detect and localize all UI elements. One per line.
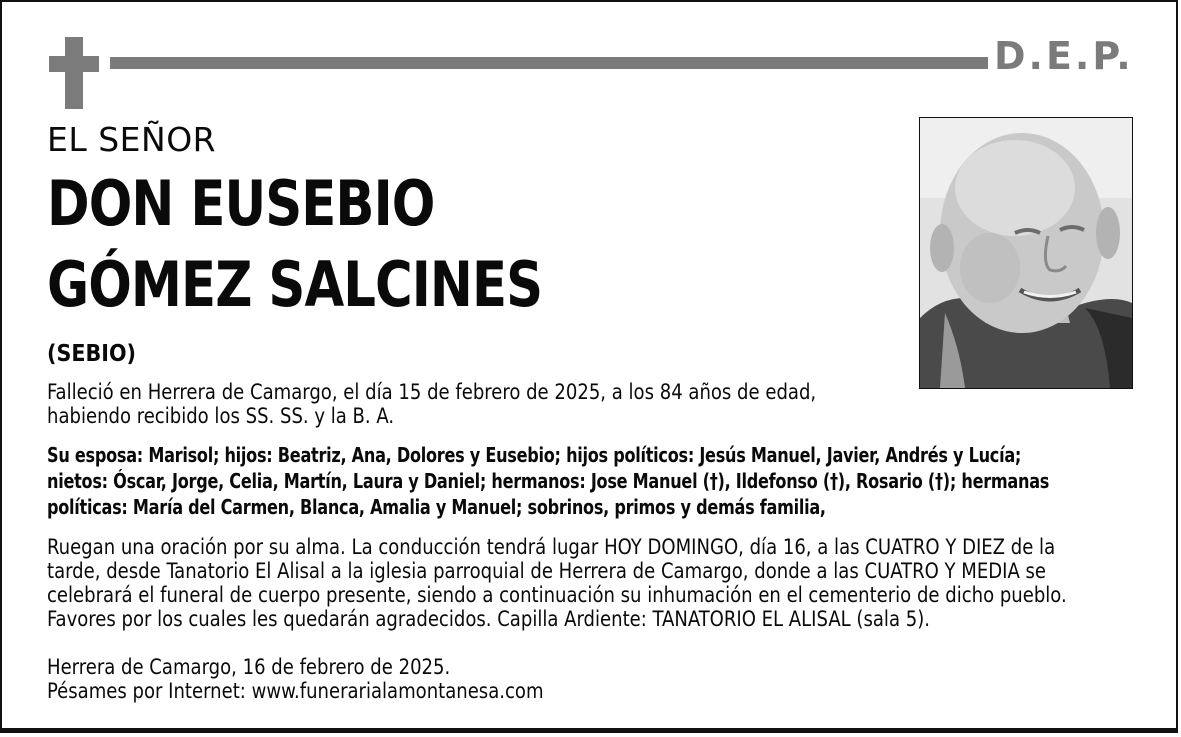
honorific-prefix: EL SEÑOR — [47, 120, 217, 159]
dep-badge: D.E.P. — [994, 34, 1134, 78]
service-line: tarde, desde Tanatorio El Alisal a la iglesia parroquial de Herrera de Camargo, donde a las CUATRO Y MEDIA se — [47, 559, 1047, 583]
death-notice-line: habiendo recibido los SS. SS. y la B. A. — [47, 404, 395, 428]
family-paragraph — [47, 442, 1049, 520]
cross-horizontal-bar — [49, 56, 99, 72]
header-rule — [110, 57, 988, 69]
service-paragraph — [47, 535, 1067, 631]
family-line: Su esposa: Marisol; hijos: Beatriz, Ana, Dolores y Eusebio; hijos políticos: Jesús Manuel, Javier, Andrés y Lucía; — [47, 443, 1022, 467]
portrait-photo — [919, 117, 1133, 389]
footer-block — [47, 655, 544, 703]
condolences-website: Pésames por Internet: www.funerarialamontanesa.com — [47, 679, 544, 703]
deceased-name-line-2: GÓMEZ SALCINES — [47, 248, 543, 321]
portrait-illustration — [920, 118, 1132, 388]
death-notice-line: Falleció en Herrera de Camargo, el día 15 de febrero de 2025, a los 84 años de edad, — [47, 380, 817, 404]
service-line: celebrará el funeral de cuerpo presente, siendo a continuación su inhumación en el cementerio de dicho pueblo. — [47, 583, 1067, 607]
death-notice-paragraph — [47, 380, 816, 428]
family-line: políticas: María del Carmen, Blanca, Amalia y Manuel; sobrinos, primos y demás familia, — [47, 495, 826, 519]
deceased-nickname: (SEBIO) — [47, 341, 137, 367]
deceased-name-line-1: DON EUSEBIO — [47, 167, 435, 240]
service-line: Ruegan una oración por su alma. La conducción tendrá lugar HOY DOMINGO, día 16, a las CUATRO Y DIEZ de la — [47, 535, 1056, 559]
service-line: Favores por los cuales les quedarán agradecidos. Capilla Ardiente: TANATORIO EL ALISAL (sala 5). — [47, 607, 930, 631]
place-date: Herrera de Camargo, 16 de febrero de 2025. — [47, 655, 451, 679]
cross-vertical-bar — [65, 37, 83, 109]
family-line: nietos: Óscar, Jorge, Celia, Martín, Laura y Daniel; hermanos: Jose Manuel (†), Ildefonso (†), Rosario (†); hermanas — [47, 469, 1050, 493]
